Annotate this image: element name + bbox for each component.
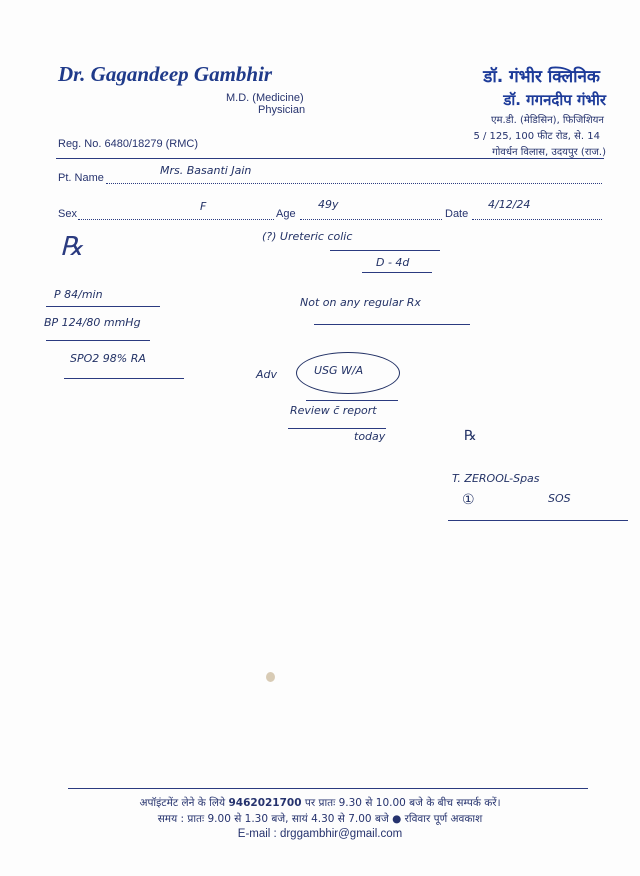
advice-label: Adv <box>256 368 278 381</box>
advice-underline <box>306 400 398 401</box>
doctor-degree: M.D. (Medicine) <box>226 92 304 104</box>
paper-stain <box>266 672 275 682</box>
appointment-prefix: अपॉइंटमेंट लेने के लिये <box>139 797 226 809</box>
patient-name-value: Mrs. Basanti Jain <box>160 164 252 177</box>
appointment-suffix: पर प्रातः 9.30 से 10.00 बजे के बीच सम्पर्क करें। <box>304 797 501 809</box>
medicine-frequency: SOS <box>548 492 571 505</box>
diagnosis: (?) Ureteric colic <box>262 230 353 243</box>
duration-underline <box>362 272 432 273</box>
doctor-name: Dr. Gagandeep Gambhir <box>58 62 273 86</box>
date-label: Date <box>445 208 469 220</box>
sex-label: Sex <box>58 208 77 220</box>
footer-divider <box>68 788 588 789</box>
spo2-underline <box>64 378 184 379</box>
appointment-line <box>0 796 640 810</box>
advice-test: USG W/A <box>314 364 364 377</box>
patient-name-line <box>106 183 602 184</box>
sex-value: F <box>200 200 207 213</box>
medicine-dose: ① <box>462 492 475 508</box>
age-value: 49y <box>318 198 339 211</box>
medicine-name: T. ZEROOL-Spas <box>452 472 540 485</box>
patient-name-label: Pt. Name <box>58 172 104 184</box>
spo2-note: SPO2 98% RA <box>70 352 146 365</box>
appointment-phone: 9462021700 <box>228 797 302 809</box>
address-hindi-line2: गोवर्धन विलास, उदयपुर (राज.) <box>492 147 606 158</box>
doctor-title: Physician <box>258 104 306 116</box>
review-note: Review c̄ report <box>290 404 377 417</box>
rx-symbol: ℞ <box>60 232 84 262</box>
date-line <box>472 219 602 220</box>
clinic-name-hindi: डॉ. गंभीर क्लिनिक <box>483 67 600 87</box>
regular-medication-note: Not on any regular Rx <box>300 296 421 309</box>
registration-number: Reg. No. 6480/18279 (RMC) <box>58 138 199 150</box>
header-divider <box>56 158 604 159</box>
pulse-underline <box>46 306 160 307</box>
duration: D - 4d <box>376 256 410 269</box>
degree-hindi: एम.डी. (मेडिसिन), फिजिशियन <box>490 115 604 126</box>
sex-line <box>78 219 274 220</box>
pulse-note: P 84/min <box>54 288 103 301</box>
rx-mark: ℞ <box>464 428 477 444</box>
medicine-underline <box>448 520 628 521</box>
doctor-name-hindi: डॉ. गगनदीप गंभीर <box>503 91 606 109</box>
age-line <box>300 219 442 220</box>
address-hindi-line1: 5 / 125, 100 फीट रोड, से. 14 <box>473 131 600 142</box>
review-when: today <box>354 430 386 443</box>
bp-note: BP 124/80 mmHg <box>44 316 141 329</box>
date-value: 4/12/24 <box>488 198 531 211</box>
diagnosis-underline <box>330 250 440 251</box>
timing-line: समय : प्रातः 9.00 से 1.30 बजे, सायं 4.30 से 7.00 बजे ● रविवार पूर्ण अवकाश <box>157 813 483 825</box>
note-underline <box>314 324 470 325</box>
bp-underline <box>46 340 150 341</box>
review-underline <box>288 428 386 429</box>
email-line: E-mail : drggambhir@gmail.com <box>237 828 403 840</box>
age-label: Age <box>276 208 296 220</box>
